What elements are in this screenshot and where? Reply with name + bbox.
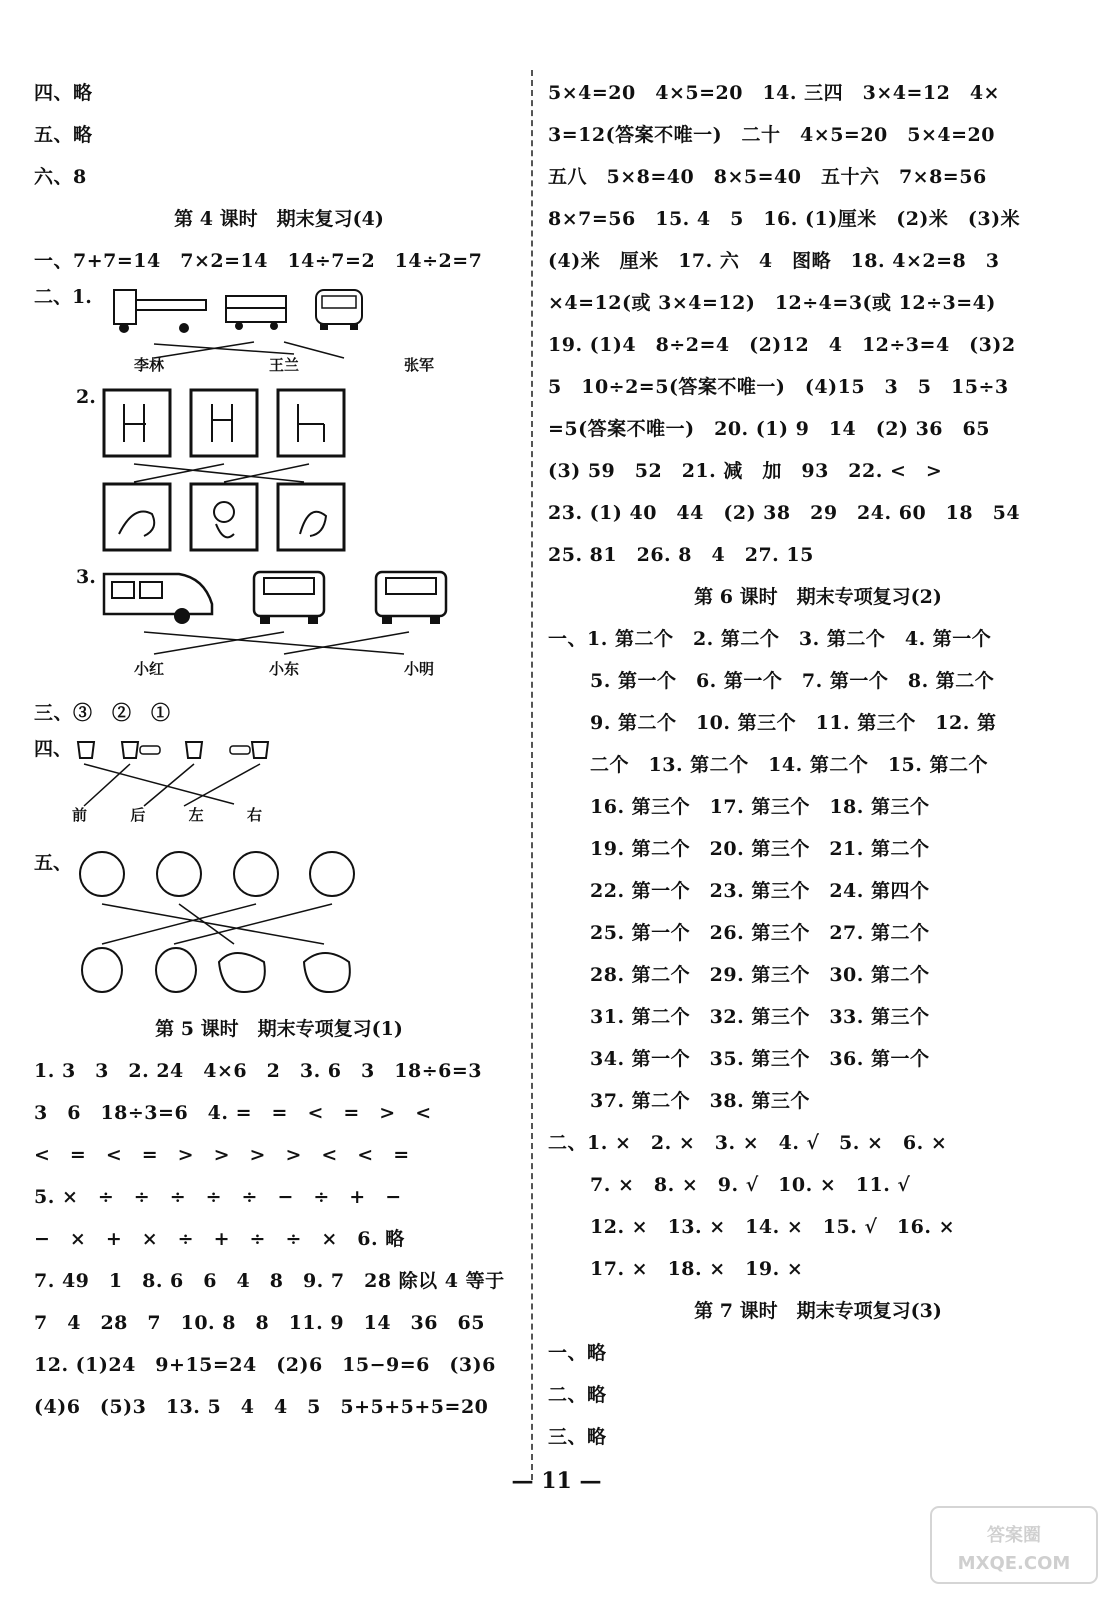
answer-line: =5(答案不唯一) 20. (1) 9 14 (2) 36 65	[548, 418, 990, 440]
answer-line: 7 4 28 7 10. 8 8 11. 9 14 36 65	[34, 1312, 485, 1334]
answer-line: ×4=12(或 3×4=12) 12÷4=3(或 12÷3=4)	[548, 292, 996, 314]
answer-line: 12. × 13. × 14. × 15. √ 16. ×	[590, 1216, 956, 1238]
question-tag: 二、1.	[34, 286, 92, 308]
answer-line: 六、8	[34, 166, 87, 188]
answer-line: 31. 第二个 32. 第三个 33. 第三个	[590, 1006, 930, 1028]
name-label: 小明	[403, 660, 434, 678]
lesson-6-title: 第 6 课时 期末专项复习(2)	[694, 586, 942, 608]
chairs-animals-illustration	[34, 384, 524, 554]
answer-line: 三、略	[548, 1426, 607, 1448]
names-row	[134, 354, 434, 375]
direction-label: 前	[72, 806, 88, 824]
left-column	[34, 72, 524, 1428]
vehicles-matching-figure	[34, 282, 524, 372]
watermark-line2: MXQE.COM	[957, 1553, 1071, 1574]
answer-line: 16. 第三个 17. 第三个 18. 第三个	[590, 796, 930, 818]
cups-direction-figure	[34, 734, 524, 830]
answer-line: 37. 第二个 38. 第三个	[590, 1090, 810, 1112]
lesson-5-title: 第 5 课时 期末专项复习(1)	[155, 1018, 403, 1040]
answer-line: 一、7+7=14 7×2=14 14÷7=2 14÷2=7	[34, 250, 483, 272]
question-tag: 四、	[34, 738, 73, 760]
answer-line: 28. 第二个 29. 第三个 30. 第二个	[590, 964, 930, 986]
name-label: 小东	[268, 660, 299, 678]
right-column	[548, 72, 1088, 1458]
answer-line: (4)米 厘米 17. 六 4 图略 18. 4×2=8 3	[548, 250, 1000, 272]
answer-line: 一、略	[548, 1342, 607, 1364]
answer-line: 7. × 8. × 9. √ 10. × 11. √	[590, 1174, 911, 1196]
answer-line: 25. 81 26. 8 4 27. 15	[548, 544, 814, 566]
answer-line: 五、略	[34, 124, 93, 146]
question-tag: 3.	[76, 566, 96, 588]
names-row	[134, 658, 434, 679]
direction-label: 后	[130, 806, 146, 824]
answer-line: 5. 第一个 6. 第一个 7. 第一个 8. 第二个	[590, 670, 995, 692]
buses-matching-figure	[34, 564, 524, 684]
watermark-logo	[929, 1505, 1099, 1585]
answer-line: (3) 59 52 21. 减 加 93 22. < >	[548, 460, 943, 482]
name-label: 李林	[134, 356, 165, 374]
faces-teapots-illustration	[34, 844, 524, 1004]
lesson-4-title: 第 4 课时 期末复习(4)	[174, 208, 384, 230]
answer-line: 五八 5×8=40 8×5=40 五十六 7×8=56	[548, 166, 987, 188]
answer-line: 25. 第一个 26. 第三个 27. 第二个	[590, 922, 930, 944]
faces-teapots-figure	[34, 844, 524, 1004]
answer-line: 8×7=56 15. 4 5 16. (1)厘米 (2)米 (3)米	[548, 208, 1021, 230]
lesson-7-title: 第 7 课时 期末专项复习(3)	[694, 1300, 942, 1322]
answer-line: 5 10÷2=5(答案不唯一) (4)15 3 5 15÷3	[548, 376, 1009, 398]
answer-line: 9. 第二个 10. 第三个 11. 第三个 12. 第	[590, 712, 997, 734]
answer-line: 23. (1) 40 44 (2) 38 29 24. 60 18 54	[548, 502, 1021, 524]
chairs-animals-figure	[34, 384, 524, 554]
direction-label: 右	[246, 806, 262, 824]
column-divider	[531, 70, 533, 1480]
answer-line: 5. × ÷ ÷ ÷ ÷ ÷ − ÷ + −	[34, 1186, 402, 1208]
answer-line: 二、1. × 2. × 3. × 4. √ 5. × 6. ×	[548, 1132, 948, 1154]
answer-line: − × + × ÷ + ÷ ÷ × 6. 略	[34, 1228, 405, 1250]
answer-line: 四、略	[34, 82, 93, 104]
answer-line: < = < = > > > > < < =	[34, 1144, 410, 1166]
answer-line: 一、1. 第二个 2. 第二个 3. 第二个 4. 第一个	[548, 628, 992, 650]
question-tag: 2.	[76, 386, 96, 408]
question-tag: 五、	[34, 852, 73, 874]
answer-line: 5×4=20 4×5=20 14. 三四 3×4=12 4×	[548, 82, 1000, 104]
name-label: 小红	[134, 660, 165, 678]
answer-line: 17. × 18. × 19. ×	[590, 1258, 804, 1280]
answer-line: 12. (1)24 9+15=24 (2)6 15−9=6 (3)6	[34, 1354, 496, 1376]
answer-line: 二个 13. 第二个 14. 第二个 15. 第二个	[590, 754, 989, 776]
answer-line: 7. 49 1 8. 6 6 4 8 9. 7 28 除以 4 等于	[34, 1270, 505, 1292]
name-label: 张军	[403, 356, 434, 374]
direction-labels	[72, 804, 262, 825]
watermark-line1: 答案圈	[987, 1525, 1041, 1546]
answer-line: 19. 第二个 20. 第三个 21. 第二个	[590, 838, 930, 860]
answer-line: 22. 第一个 23. 第三个 24. 第四个	[590, 880, 930, 902]
answer-line: (4)6 (5)3 13. 5 4 4 5 5+5+5+5=20	[34, 1396, 489, 1418]
answer-line: 二、略	[548, 1384, 607, 1406]
direction-label: 左	[188, 806, 204, 824]
answer-line: 34. 第一个 35. 第三个 36. 第一个	[590, 1048, 930, 1070]
answer-line: 19. (1)4 8÷2=4 (2)12 4 12÷3=4 (3)2	[548, 334, 1016, 356]
page-number: — 11 —	[511, 1468, 602, 1494]
answer-line: 3 6 18÷3=6 4. = = < = > <	[34, 1102, 432, 1124]
name-label: 王兰	[268, 356, 299, 374]
answer-line: 3=12(答案不唯一) 二十 4×5=20 5×4=20	[548, 124, 996, 146]
answer-line: 1. 3 3 2. 24 4×6 2 3. 6 3 18÷6=3	[34, 1060, 482, 1082]
answer-line: 三、③ ② ①	[34, 702, 171, 724]
